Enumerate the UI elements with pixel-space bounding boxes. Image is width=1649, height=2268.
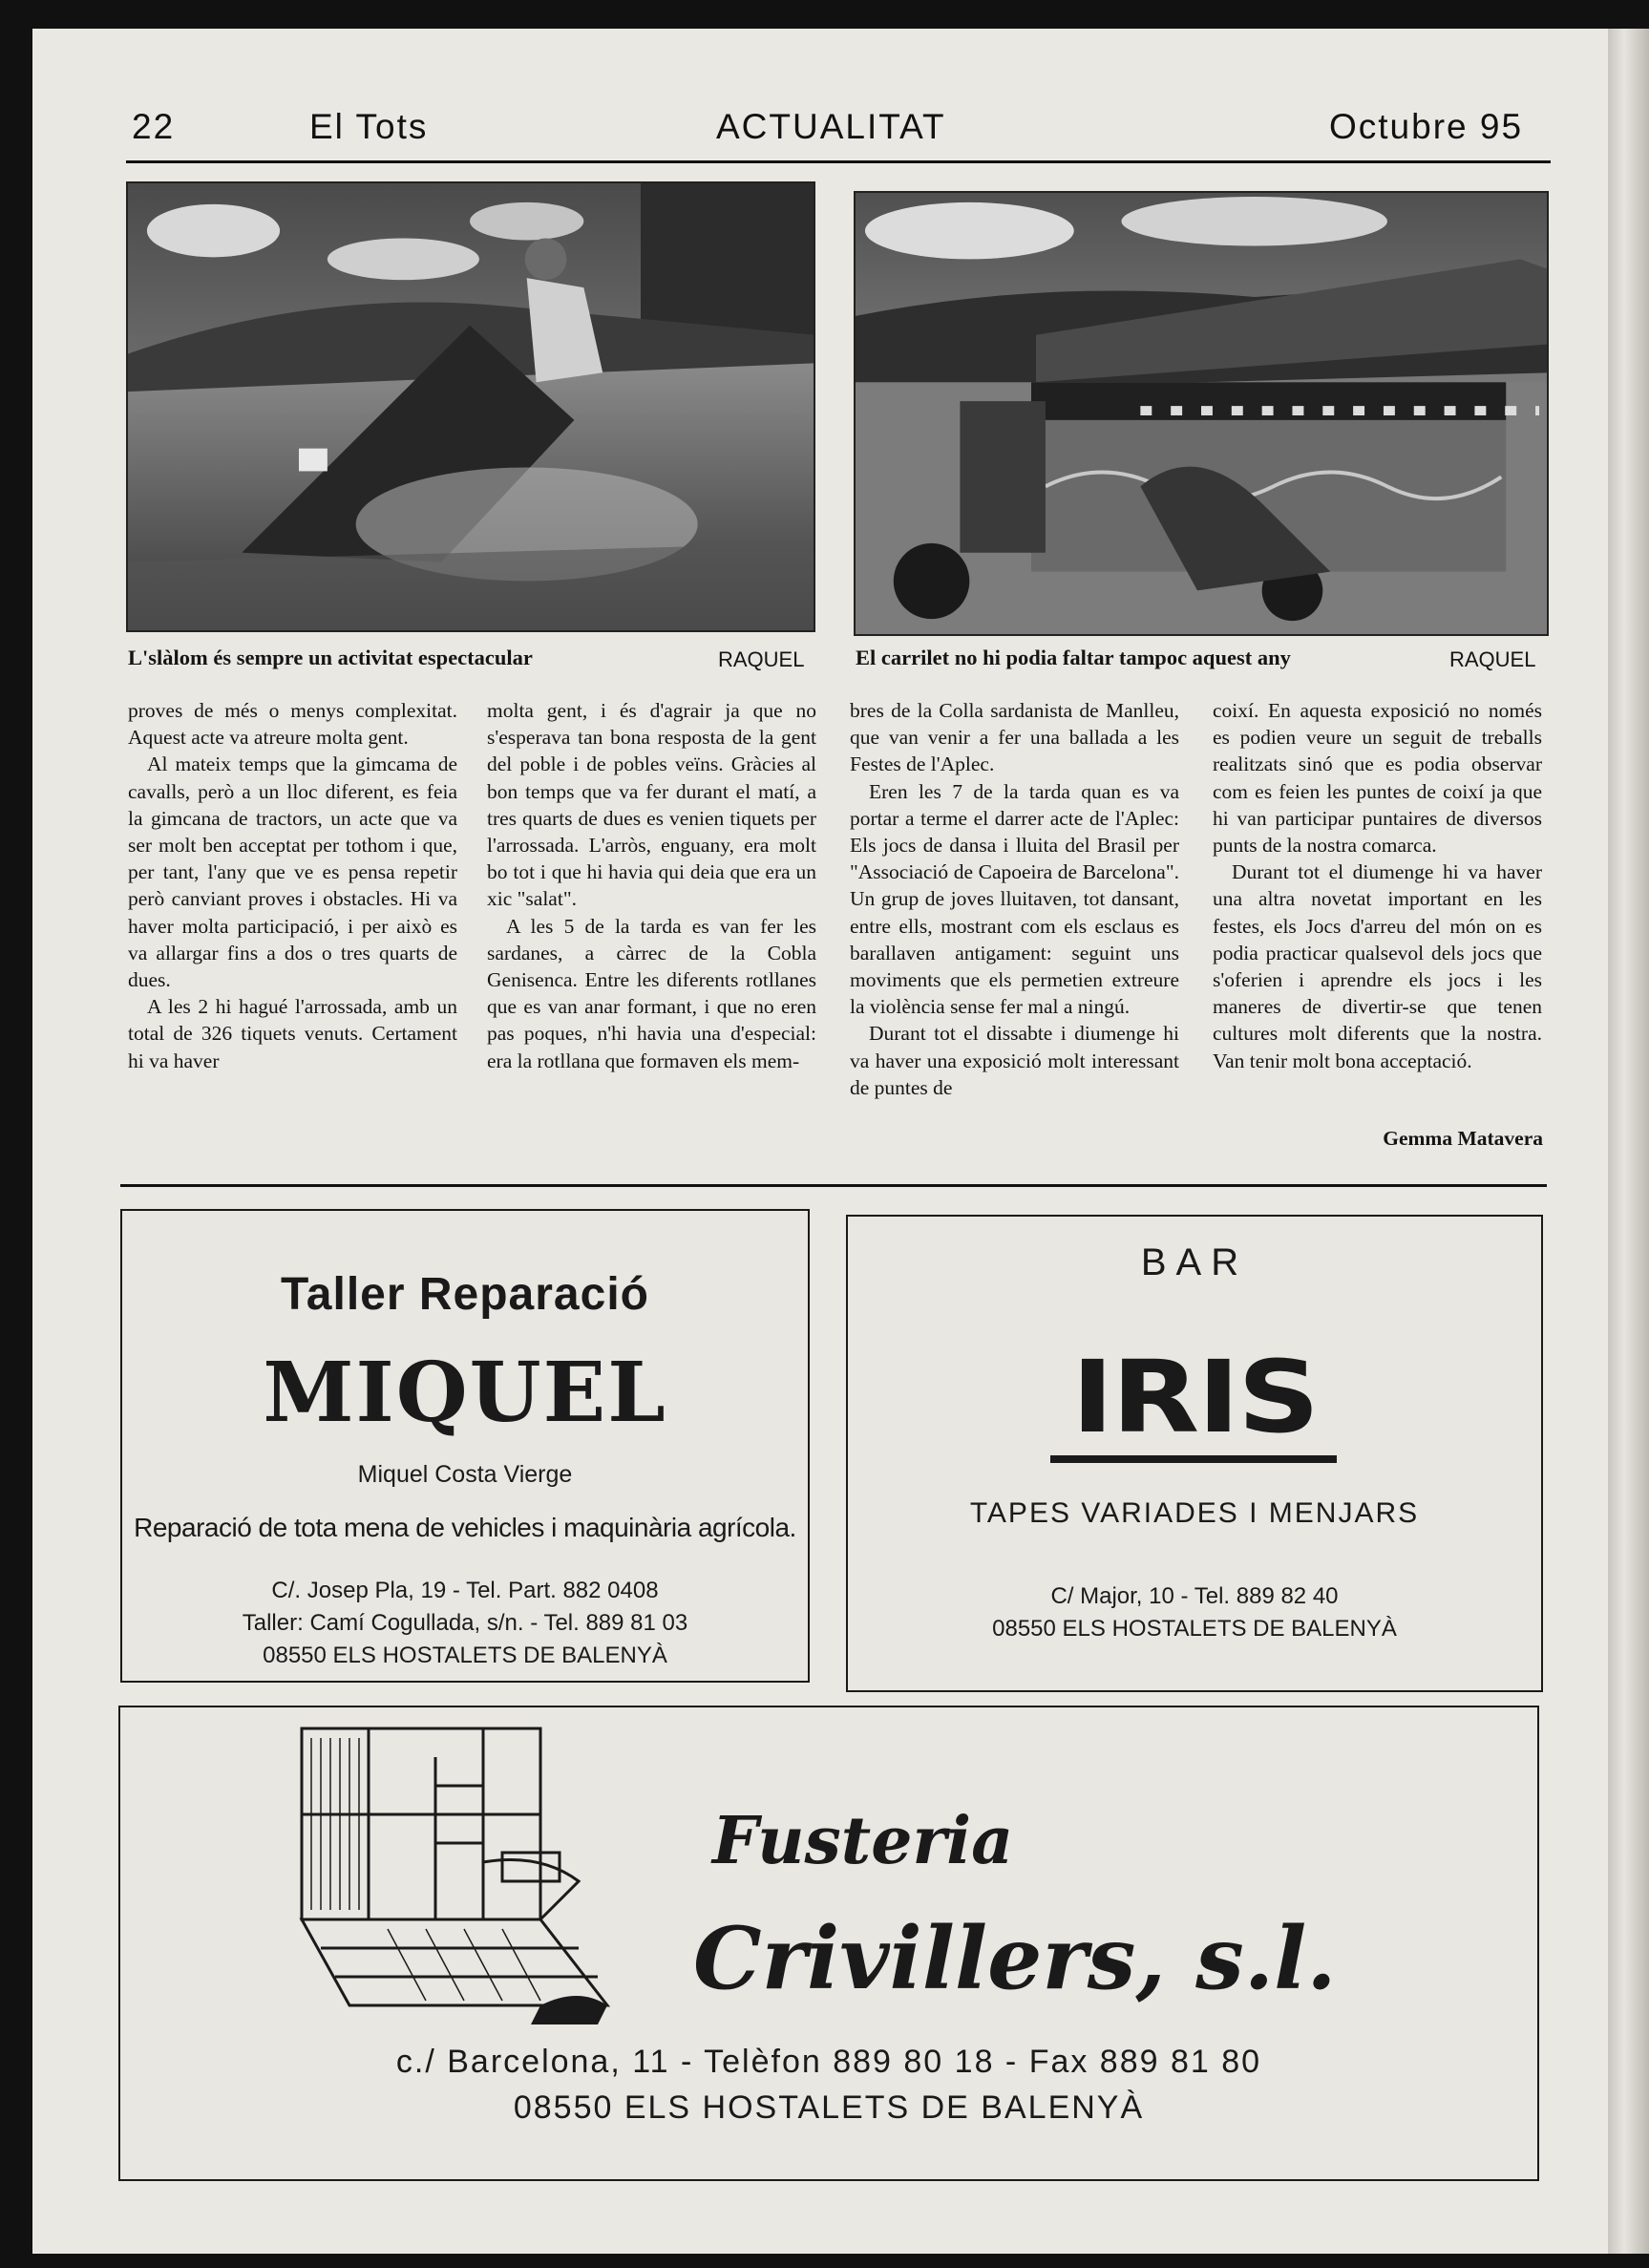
ad-address: C/. Josep Pla, 19 - Tel. Part. 882 0408 — [271, 1578, 659, 1603]
ad-tagline: Reparació de tota mena de vehicles i maquinària agrícola. — [134, 1513, 796, 1542]
article-column-4 — [1213, 697, 1542, 1074]
paragraph: Durant tot el diumenge hi va haver una altra novetat important en les festes, els Jocs d'arreu del món on es podia practicar qualsevol dels jocs que s'oferien i aprendre els jocs i les maneres de divertir-se que tenen cultures molt diferents que la nostra. Van tenir molt bona acceptació. — [1213, 860, 1542, 1072]
paragraph: Eren les 7 de la tarda quan es va portar a terme el darrer acte de l'Aplec: Els jocs de dansa i lluita del Brasil per "Associació de Capoeira de Barcelona". Un grup de joves lluitaven, tot dansant, entre ells, mostrant com els esclaus es barallaven antigament: seguint uns moviments que els permetien extreure la violència sense fer mal a ningú. — [850, 779, 1179, 1019]
paragraph: Durant tot el dissabte i diumenge hi va haver una exposició molt interessant de puntes de — [850, 1022, 1179, 1099]
ad-bar-iris — [846, 1215, 1543, 1692]
paragraph: molta gent, i és d'agrair ja que no s'esperava tan bona resposta de la gent del poble i de pobles veïns. Gràcies al bon temps que va fer durant el matí, a tres quarts de dues es venien tiquets per l'arrossada. L'arròs, enguany, era molt bo tot i que hi havia qui deia que era un xic "salat". — [487, 699, 816, 911]
ad-town: 08550 ELS HOSTALETS DE BALENYÀ — [263, 1643, 667, 1668]
ad-taller-miquel — [120, 1209, 810, 1683]
article-column-1 — [128, 697, 457, 1074]
ad-business-name-line2: Crivillers, s.l. — [693, 1908, 1337, 2009]
ad-business-name: MIQUEL — [263, 1345, 667, 1441]
ad-town: 08550 ELS HOSTALETS DE BALENYÀ — [992, 1616, 1397, 1642]
workshop-illustration-icon — [292, 1719, 617, 2028]
paragraph: coixí. En aquesta exposició no només es podien veure un seguit de treballs realitzats sinó que es podia observar com es feien les puntes de coixí ja que hi van participar puntaires de diversos punts de la nostra comarca. — [1213, 699, 1542, 858]
paragraph: bres de la Colla sardanista de Manlleu, que van venir a fer una ballada a les Festes de l'Aplec. — [850, 699, 1179, 776]
publication-name: El Tots — [309, 107, 429, 146]
paragraph: A les 5 de la tarda es van fer les sardanes, a càrrec de la Cobla Genisenca. Entre les diferents rotllanes que es van anar formant, i que no eren pas poques, n'hi havia una d'especial: era la rotllana que formaven els mem- — [487, 914, 816, 1072]
ad-fusteria-crivillers — [118, 1706, 1539, 2181]
ad-workshop: Taller: Camí Cogullada, s/n. - Tel. 889 81 03 — [242, 1610, 688, 1636]
ad-heading: BAR — [1140, 1241, 1249, 1283]
ad-business-name-line1: Fusteria — [712, 1803, 1014, 1879]
page-spine — [1608, 29, 1649, 2254]
section-title: ACTUALITAT — [716, 107, 946, 146]
ad-address: c./ Barcelona, 11 - Telèfon 889 80 18 - Fax 889 81 80 — [395, 2044, 1262, 2080]
section-rule — [120, 1184, 1547, 1187]
ad-town: 08550 ELS HOSTALETS DE BALENYÀ — [513, 2089, 1145, 2126]
header-rule — [126, 160, 1551, 163]
ad-owner: Miquel Costa Vierge — [357, 1461, 573, 1488]
article-column-3 — [850, 697, 1179, 1101]
photo-carrilet — [854, 191, 1549, 636]
article-author: Gemma Matavera — [1383, 1127, 1543, 1150]
logo-underline — [1050, 1455, 1337, 1463]
ad-heading: Taller Reparació — [281, 1269, 649, 1320]
photo-caption: El carrilet no hi podia faltar tampoc aquest any — [856, 646, 1291, 669]
ad-tagline: TAPES VARIADES I MENJARS — [969, 1497, 1420, 1529]
photo-credit: RAQUEL — [1449, 647, 1536, 671]
page-number: 22 — [132, 107, 176, 146]
paragraph: Al mateix temps que la gimcama de cavalls, però a un lloc diferent, es feia la gimcana de tractors, un acte que va ser molt ben acceptat per tothom i que, per tant, l'any que ve es pensa repetir però canviant proves i obstacles. Hi va haver molta participació, i per això es va allargar fins a dos o tres quarts de dues. — [128, 752, 457, 992]
issue-date: Octubre 95 — [1329, 107, 1524, 146]
ad-address: C/ Major, 10 - Tel. 889 82 40 — [1050, 1583, 1339, 1609]
photo-slalom — [126, 181, 815, 632]
paragraph: A les 2 hi hagué l'arrossada, amb un total de 326 tiquets venuts. Certament hi va haver — [128, 995, 457, 1072]
photo-caption: L'slàlom és sempre un activitat espectacular — [128, 646, 533, 669]
photo-credit: RAQUEL — [718, 647, 805, 671]
ad-business-name: IRIS — [1070, 1339, 1319, 1455]
paragraph: proves de més o menys complexitat. Aquest acte va atreure molta gent. — [128, 699, 457, 750]
article-column-2 — [487, 697, 816, 1074]
